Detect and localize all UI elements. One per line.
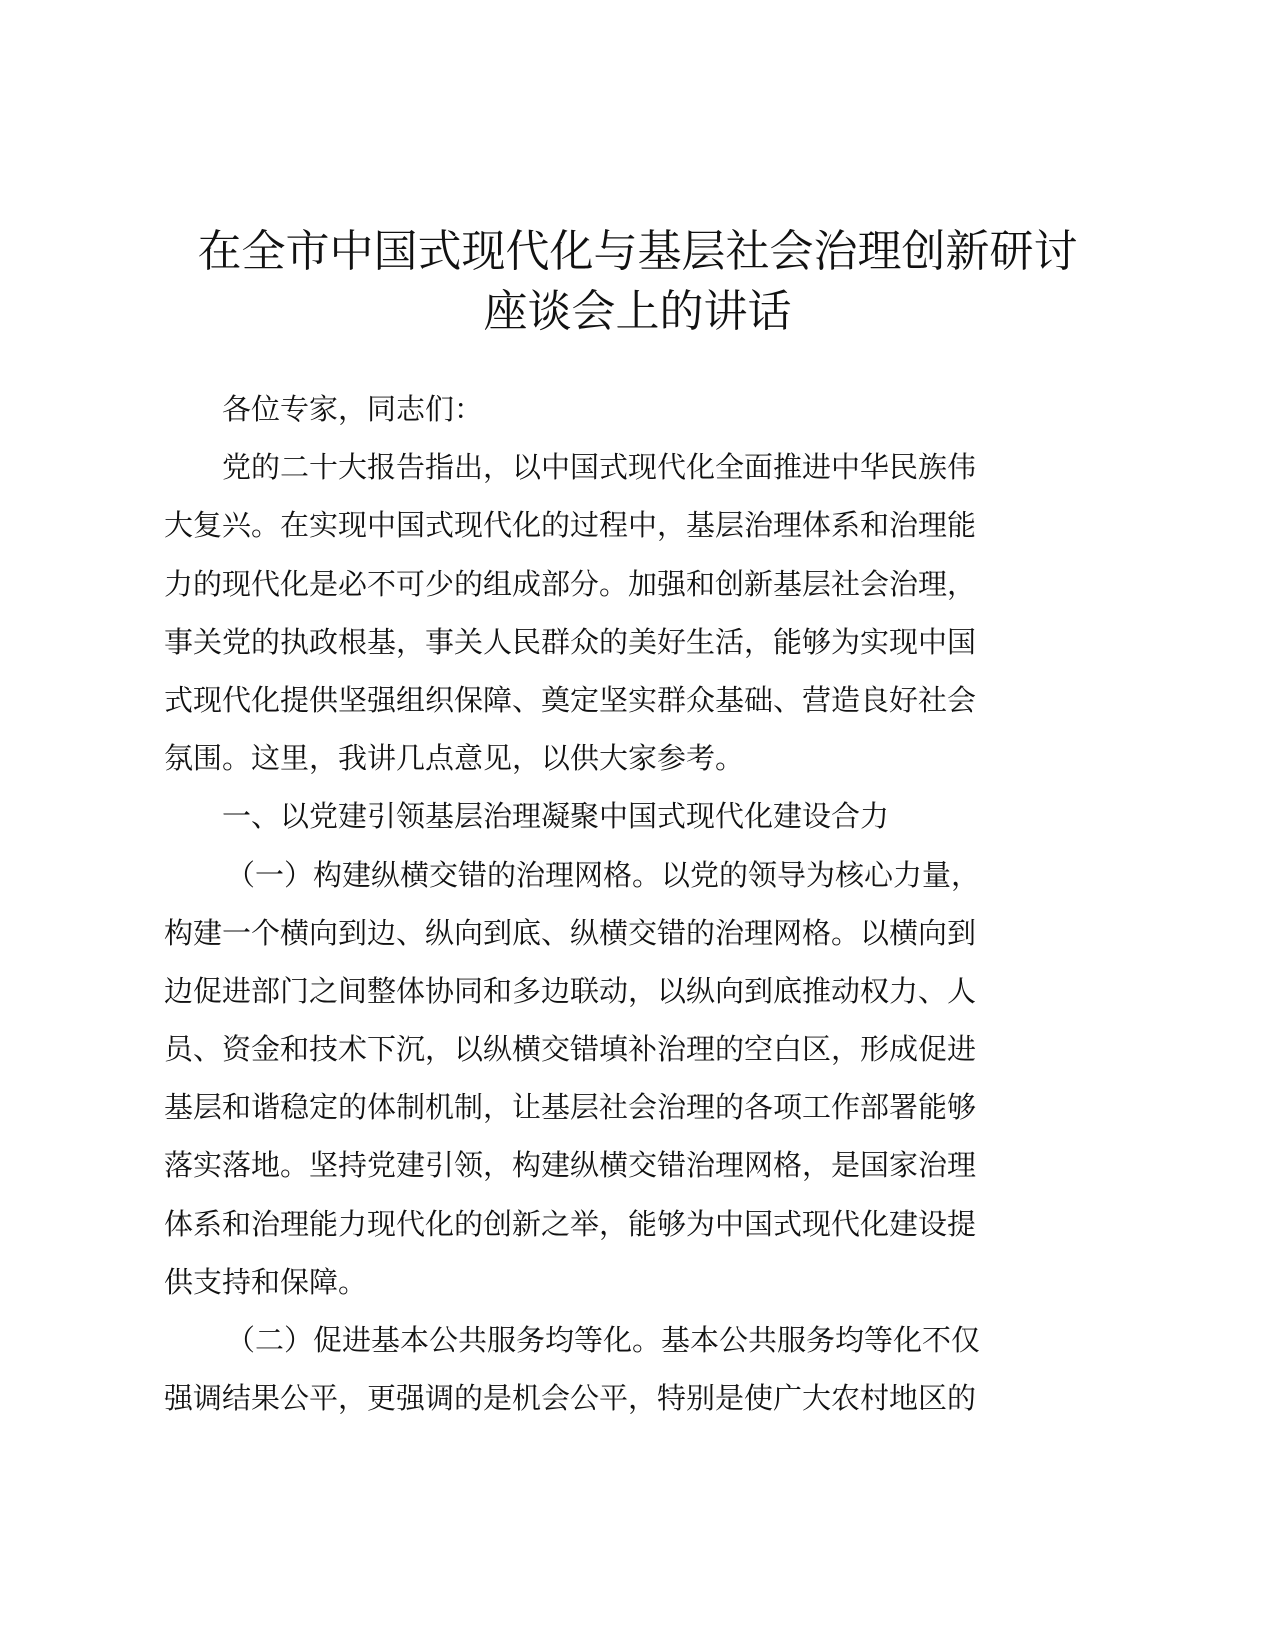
paragraph-line: 落实落地。坚持党建引领，构建纵横交错治理网格，是国家治理 bbox=[164, 1148, 977, 1183]
paragraph-line: 基层和谐稳定的体制机制，让基层社会治理的各项工作部署能够 bbox=[164, 1090, 977, 1125]
title-line-1: 在全市中国式现代化与基层社会治理创新研讨 bbox=[197, 226, 1078, 277]
title-line-2: 座谈会上的讲话 bbox=[483, 286, 792, 337]
salutation: 各位专家，同志们： bbox=[222, 392, 484, 426]
paragraph-line: 力的现代化是必不可少的组成部分。加强和创新基层社会治理， bbox=[164, 566, 977, 601]
subsection-heading: （一）构建纵横交错的治理网格。以党的领导为核心力量， bbox=[226, 857, 981, 892]
section-heading: 一、以党建引领基层治理凝聚中国式现代化建设合力 bbox=[222, 799, 890, 834]
paragraph-line: 党的二十大报告指出，以中国式现代化全面推进中华民族伟 bbox=[222, 450, 977, 485]
document-title bbox=[150, 222, 1125, 342]
paragraph-line: 边促进部门之间整体协同和多边联动，以纵向到底推动权力、人 bbox=[164, 973, 977, 1008]
paragraph-line: 体系和治理能力现代化的创新之举，能够为中国式现代化建设提 bbox=[164, 1206, 977, 1241]
paragraph-line: 事关党的执政根基，事关人民群众的美好生活，能够为实现中国 bbox=[164, 624, 977, 659]
paragraph-line: 员、资金和技术下沉，以纵横交错填补治理的空白区，形成促进 bbox=[164, 1032, 977, 1067]
document-body bbox=[164, 380, 1099, 1427]
paragraph-line: 式现代化提供坚强组织保障、奠定坚实群众基础、营造良好社会 bbox=[164, 682, 977, 717]
paragraph-line: 强调结果公平，更强调的是机会公平，特别是使广大农村地区的 bbox=[164, 1381, 977, 1416]
paragraph-line: 供支持和保障。 bbox=[164, 1264, 368, 1299]
subsection-heading: （二）促进基本公共服务均等化。基本公共服务均等化不仅 bbox=[226, 1323, 981, 1357]
paragraph-line: 构建一个横向到边、纵向到底、纵横交错的治理网格。以横向到 bbox=[164, 915, 977, 950]
paragraph-line: 大复兴。在实现中国式现代化的过程中，基层治理体系和治理能 bbox=[164, 508, 977, 543]
paragraph-line: 氛围。这里，我讲几点意见，以供大家参考。 bbox=[164, 741, 745, 776]
